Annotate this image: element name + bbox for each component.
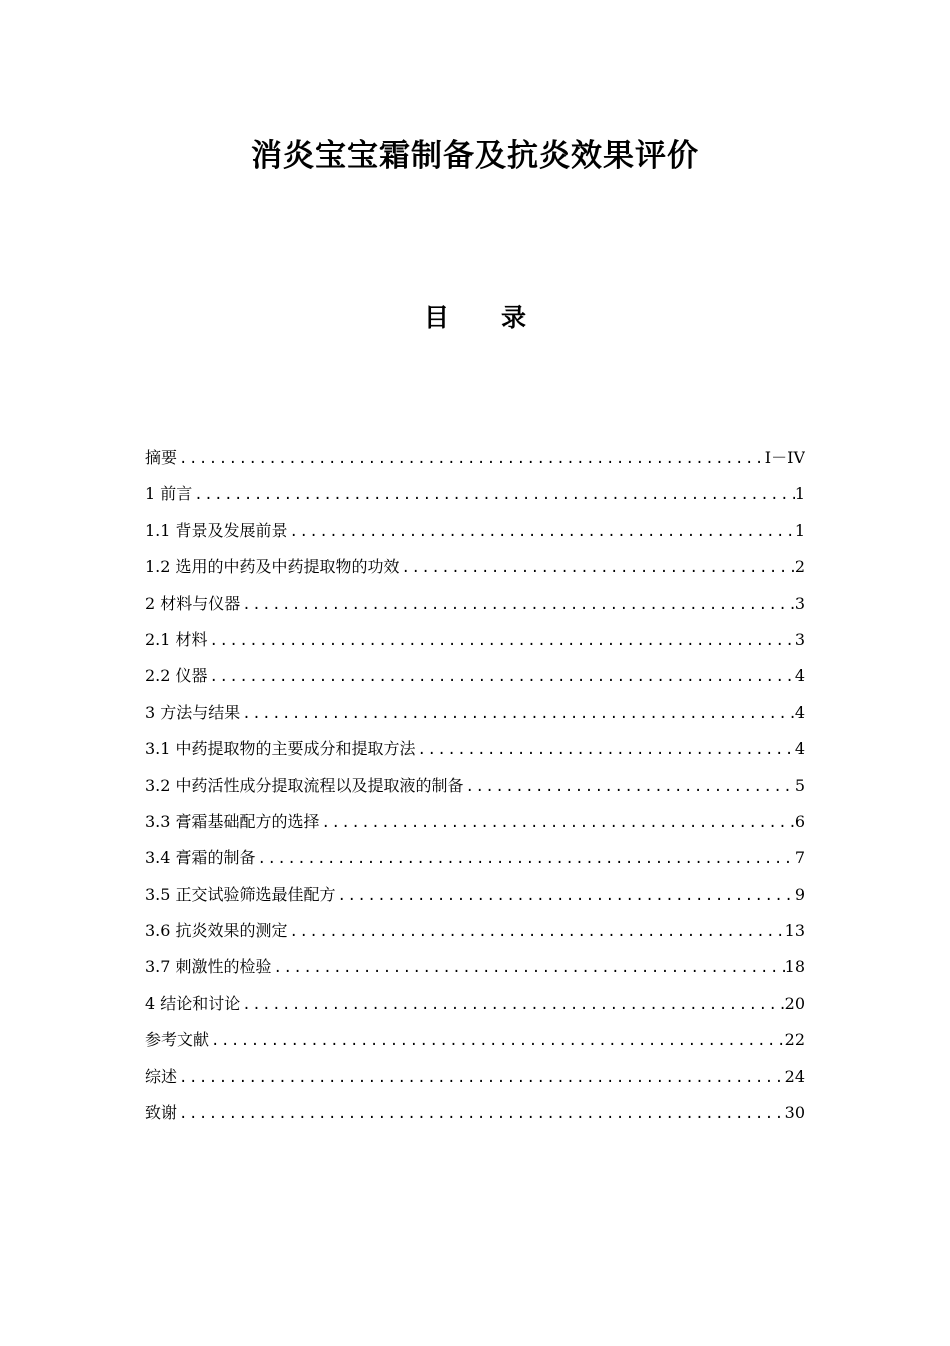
toc-entry-label: 3.4 膏霜的制备: [145, 848, 256, 868]
toc-entry-label: 摘要: [145, 448, 178, 467]
toc-entry-page-number: 2: [794, 557, 805, 577]
toc-entry-label: 1.1 背景及发展前景: [145, 520, 288, 540]
toc-entry[interactable]: [145, 804, 805, 840]
toc-entry-label: 3.3 膏霜基础配方的选择: [145, 811, 320, 831]
toc-entry-page-number: 4: [794, 666, 805, 686]
toc-dot-leader: [177, 441, 765, 476]
toc-dot-leader: [177, 1060, 785, 1095]
toc-dot-leader: [240, 587, 795, 622]
toc-dot-leader: [256, 841, 795, 876]
toc-entry[interactable]: [145, 695, 805, 731]
toc-entry-label: 致谢: [145, 1103, 178, 1123]
toc-entry-label: 2 材料与仪器: [145, 593, 241, 613]
toc-dot-leader: [272, 950, 785, 985]
toc-entry-page-number: 7: [794, 848, 805, 868]
toc-entry-page-number: 22: [784, 1030, 805, 1050]
toc-entry-page-number: 30: [784, 1103, 805, 1123]
toc-dot-leader: [288, 914, 785, 949]
toc-entry[interactable]: [145, 986, 805, 1022]
toc-dot-leader: [240, 696, 795, 731]
toc-entry-page-number: 20: [784, 993, 805, 1013]
toc-dot-leader: [400, 550, 795, 585]
toc-dot-leader: [464, 769, 795, 804]
toc-dot-leader: [288, 514, 795, 549]
toc-entry-page-number: 3: [794, 629, 805, 649]
toc-heading-char-2: 录: [501, 303, 527, 332]
toc-entry-page-number: I－IV: [764, 448, 805, 467]
toc-entry-page-number: 6: [794, 811, 805, 831]
toc-entry[interactable]: [145, 1095, 805, 1131]
toc-entry-label: 参考文献: [145, 1030, 210, 1050]
toc-entry-label: 1 前言: [145, 484, 193, 504]
toc-entry-label: 3 方法与结果: [145, 702, 241, 722]
table-of-contents: [145, 440, 805, 1131]
toc-entry-label: 3.1 中药提取物的主要成分和提取方法: [145, 739, 416, 759]
toc-dot-leader: [208, 659, 795, 694]
toc-entry[interactable]: [145, 586, 805, 622]
toc-entry-page-number: 4: [794, 739, 805, 759]
toc-entry-page-number: 3: [794, 593, 805, 613]
toc-entry[interactable]: [145, 768, 805, 804]
toc-entry[interactable]: [145, 476, 805, 512]
toc-entry-page-number: 13: [784, 921, 805, 941]
toc-entry-label: 3.5 正交试验筛选最佳配方: [145, 884, 336, 904]
toc-entry[interactable]: [145, 949, 805, 985]
toc-entry-page-number: 24: [784, 1066, 805, 1086]
toc-entry-label: 3.7 刺激性的检验: [145, 957, 272, 977]
toc-entry[interactable]: [145, 877, 805, 913]
toc-entry-label: 2.2 仪器: [145, 666, 208, 686]
toc-dot-leader: [208, 623, 795, 658]
toc-dot-leader: [209, 1023, 785, 1058]
toc-entry-page-number: 5: [794, 775, 805, 795]
toc-entry[interactable]: [145, 1059, 805, 1095]
toc-entry[interactable]: [145, 1022, 805, 1058]
toc-dot-leader: [192, 477, 795, 512]
toc-dot-leader: [336, 878, 795, 913]
toc-entry-page-number: 18: [784, 957, 805, 977]
toc-entry[interactable]: [145, 549, 805, 585]
toc-entry-page-number: 1: [794, 484, 805, 504]
toc-entry-label: 综述: [145, 1066, 178, 1086]
toc-dot-leader: [177, 1096, 785, 1131]
toc-entry-label: 2.1 材料: [145, 629, 208, 649]
toc-entry[interactable]: [145, 731, 805, 767]
toc-heading-char-1: 目: [423, 303, 449, 332]
toc-entry[interactable]: [145, 840, 805, 876]
toc-entry[interactable]: [145, 913, 805, 949]
toc-entry-page-number: 9: [794, 884, 805, 904]
toc-entry-label: 3.2 中药活性成分提取流程以及提取液的制备: [145, 775, 464, 795]
document-title: 消炎宝宝霜制备及抗炎效果评价: [251, 138, 699, 174]
toc-entry-page-number: 4: [794, 702, 805, 722]
toc-entry[interactable]: [145, 440, 805, 476]
toc-dot-leader: [240, 987, 784, 1022]
toc-entry[interactable]: [145, 658, 805, 694]
toc-entry-label: 1.2 选用的中药及中药提取物的功效: [145, 557, 400, 577]
toc-dot-leader: [320, 805, 795, 840]
toc-dot-leader: [416, 732, 795, 767]
toc-entry[interactable]: [145, 513, 805, 549]
toc-entry-label: 4 结论和讨论: [145, 993, 241, 1013]
toc-entry-label: 3.6 抗炎效果的测定: [145, 921, 288, 941]
toc-entry-page-number: 1: [794, 520, 805, 540]
toc-entry[interactable]: [145, 622, 805, 658]
toc-heading: [0, 298, 950, 338]
